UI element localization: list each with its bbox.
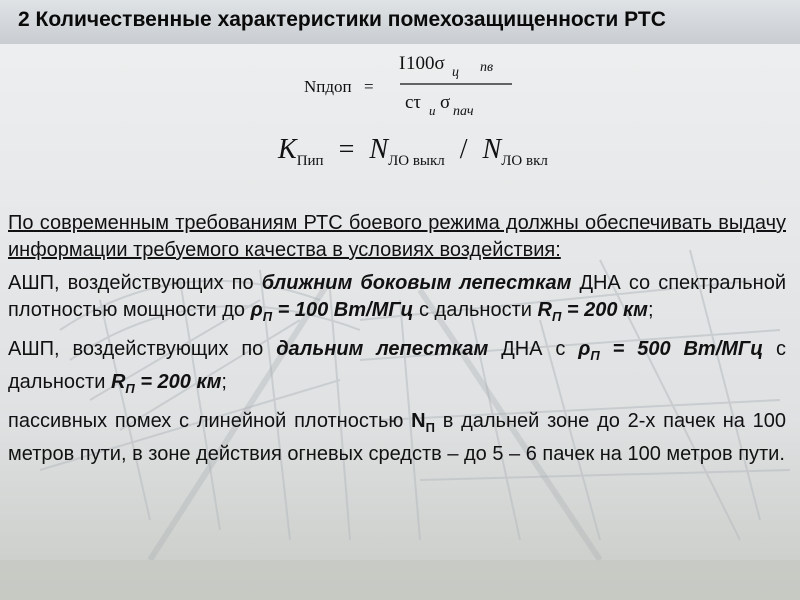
formula2-n2: N [482,134,502,165]
slide-title: 2 Количественные характеристики помехозащищенности РТС [18,8,666,31]
formula1-den-sub-b: пач [453,104,474,119]
p3-text-c: ДНА с [488,338,579,360]
requirements-intro: По современным требованиям РТС боевого режима должны обеспечивать выдачу информации требуемого качества в условиях воздействия: [8,212,786,261]
formula2-slash: / [459,134,468,165]
p2-r: R [537,299,552,321]
requirement-near-sidelobes [8,270,786,330]
p2-end: ; [647,299,654,321]
title-bar [0,0,800,44]
p4-n: N [411,410,426,432]
formula1-lhs: Nпдоп [304,77,352,96]
formula1-num-a: I [399,53,406,74]
formula-noise-density [300,50,530,122]
formula1-num-sub-a: ц [452,65,459,80]
p4-text-a: пассивных помех с линейной плотностью [8,410,412,432]
p2-r-sub: П [551,309,562,324]
p2-text-c: ДНА со спектральной плотностью мощности до [8,272,786,321]
p3-far-sidelobes: дальним лепесткам [276,338,489,360]
formula1-num-sub-b: пв [480,60,494,75]
p3-end: ; [221,371,227,393]
formula2-n1-sub: ЛО выкл [388,153,445,169]
p3-range: = 200 км [134,371,222,393]
requirement-passive-jamming [8,408,786,468]
slide-body [8,210,786,474]
formula1-den-b: σ [440,92,451,113]
p3-rho-sub: П [590,348,600,363]
requirement-far-sidelobes [8,336,786,402]
formula1-den-sub-a: и [429,103,436,118]
formula2-k-sub: Пип [296,153,324,169]
formula1-eq: = [364,77,374,96]
p4-text-b: в дальней зоне до 2-х пачек на 100 метров пути, в зоне действия огневых средств – до 5 – 6 пачек на 100 метров пути. [8,410,786,465]
p2-power-density: = 100 Вт/МГц [272,299,414,321]
p2-rho-sub: П [262,309,273,324]
p3-r-sub: П [125,381,135,396]
p4-n-sub: П [425,420,435,435]
p2-text-e: с дальности [413,299,538,321]
p3-text-a: АШП, воздействующих по [8,338,277,360]
formula2-eq: = [338,134,355,165]
formula2-k: K [278,134,297,165]
p3-rho: ρ [578,338,591,360]
formula2-n2-sub: ЛО вкл [501,153,548,169]
formula2-n1: N [369,134,389,165]
formula-suppression-coefficient [278,134,548,170]
p3-text-e: с дальности [8,338,786,393]
p2-near-sidelobes: ближним боковым лепесткам [261,272,572,294]
p3-r: R [110,371,126,393]
p2-rho: ρ [250,299,263,321]
formula1-num-b: 100σ [406,53,445,74]
p2-text-a: АШП, воздействующих по [8,272,262,294]
formula1-den-a: cτ [405,92,422,113]
p3-power-density: = 500 Вт/МГц [599,338,764,360]
p2-range: = 200 км [561,299,648,321]
